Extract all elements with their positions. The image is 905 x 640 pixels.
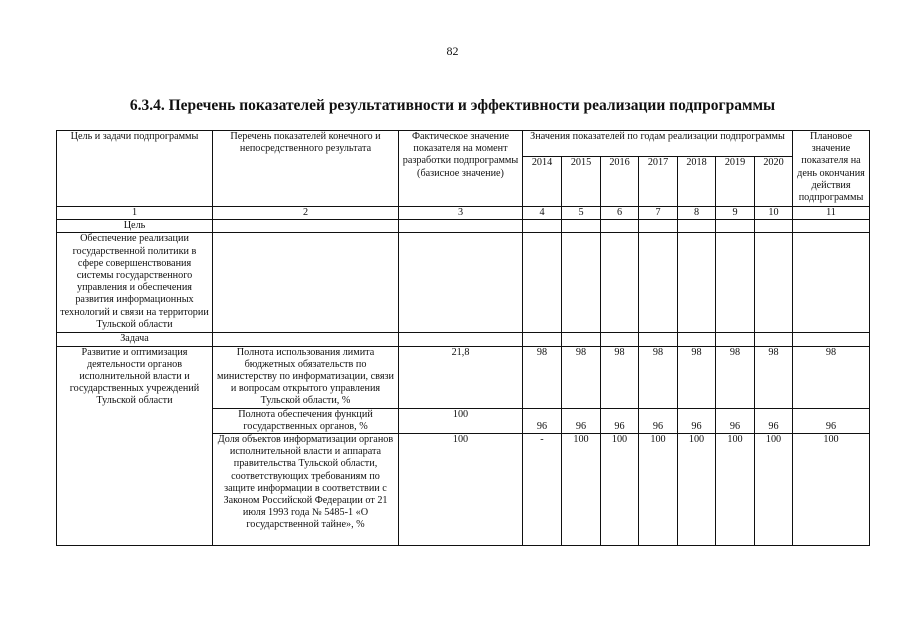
header-base-value: Фактическое значение показателя на момент разработки подпрограммы (базисное значение) (399, 131, 523, 207)
indicator-year-value: 98 (601, 346, 639, 408)
indicator-year-value: 96 (601, 408, 639, 433)
indicator-year-value: 98 (639, 346, 678, 408)
header-year: 2019 (716, 157, 755, 207)
indicators-table (56, 130, 870, 546)
indicator-base: 21,8 (399, 346, 523, 408)
indicator-year-value: 100 (601, 434, 639, 546)
header-year: 2020 (755, 157, 793, 207)
indicator-year-value: 98 (716, 346, 755, 408)
header-year: 2015 (562, 157, 601, 207)
task-text: Развитие и оптимизация деятельности органов исполнительной власти и государственных учреждений Тульской области (57, 346, 213, 545)
indicator-year-value: 96 (639, 408, 678, 433)
header-year: 2018 (678, 157, 716, 207)
indicator-year-value: 98 (755, 346, 793, 408)
indicator-year-value: 100 (678, 434, 716, 546)
header-indicators-list: Перечень показателей конечного и непосредственного результата (213, 131, 399, 207)
indicator-name: Полнота обеспечения функций государственных органов, % (213, 408, 399, 433)
indicator-year-value: 100 (562, 434, 601, 546)
task-label: Задача (57, 333, 213, 346)
column-number: 3 (399, 207, 523, 220)
indicator-year-value: 100 (755, 434, 793, 546)
column-number: 4 (523, 207, 562, 220)
goal-label: Цель (57, 220, 213, 233)
header-years-group: Значения показателей по годам реализации подпрограммы (523, 131, 793, 157)
indicator-plan: 96 (793, 408, 870, 433)
column-number: 2 (213, 207, 399, 220)
column-number: 10 (755, 207, 793, 220)
header-year: 2017 (639, 157, 678, 207)
indicator-year-value: 98 (678, 346, 716, 408)
column-number: 7 (639, 207, 678, 220)
indicator-name: Полнота использования лимита бюджетных обязательств по министерству по информатизации, связи и вопросам открытого управления Тульской области, % (213, 346, 399, 408)
indicator-year-value: 96 (523, 408, 562, 433)
indicator-year-value: 96 (716, 408, 755, 433)
header-year: 2014 (523, 157, 562, 207)
goal-text: Обеспечение реализации государственной политики в сфере совершенствования системы государственного управления и обеспечения развития информационных технологий и связи на территории Тульской области (57, 233, 213, 333)
indicator-year-value: - (523, 434, 562, 546)
indicator-year-value: 98 (562, 346, 601, 408)
header-plan-value: Плановое значение показателя на день окончания действия подпрограммы (793, 131, 870, 207)
column-number: 11 (793, 207, 870, 220)
indicator-year-value: 100 (639, 434, 678, 546)
header-goals-tasks: Цель и задачи подпрограммы (57, 131, 213, 207)
header-year: 2016 (601, 157, 639, 207)
indicator-year-value: 98 (523, 346, 562, 408)
indicator-year-value: 96 (562, 408, 601, 433)
column-number: 1 (57, 207, 213, 220)
page-title: 6.3.4. Перечень показателей результативности и эффективности реализации подпрограммы (129, 97, 776, 114)
indicator-year-value: 96 (678, 408, 716, 433)
indicator-year-value: 100 (716, 434, 755, 546)
indicator-base: 100 (399, 434, 523, 546)
indicator-plan: 100 (793, 434, 870, 546)
column-number: 9 (716, 207, 755, 220)
indicator-plan: 98 (793, 346, 870, 408)
column-number: 6 (601, 207, 639, 220)
column-number: 8 (678, 207, 716, 220)
indicator-year-value: 96 (755, 408, 793, 433)
page-number: 82 (446, 44, 459, 58)
indicator-base: 100 (399, 408, 523, 433)
column-number: 5 (562, 207, 601, 220)
indicator-name: Доля объектов информатизации органов исполнительной власти и аппарата правительства Тульской области, соответствующих требованиям по защите информации в соответствии с Законом Российской Федерации от 21 июля 1993 года № 5485-1 «О государственной тайне», % (213, 434, 399, 546)
